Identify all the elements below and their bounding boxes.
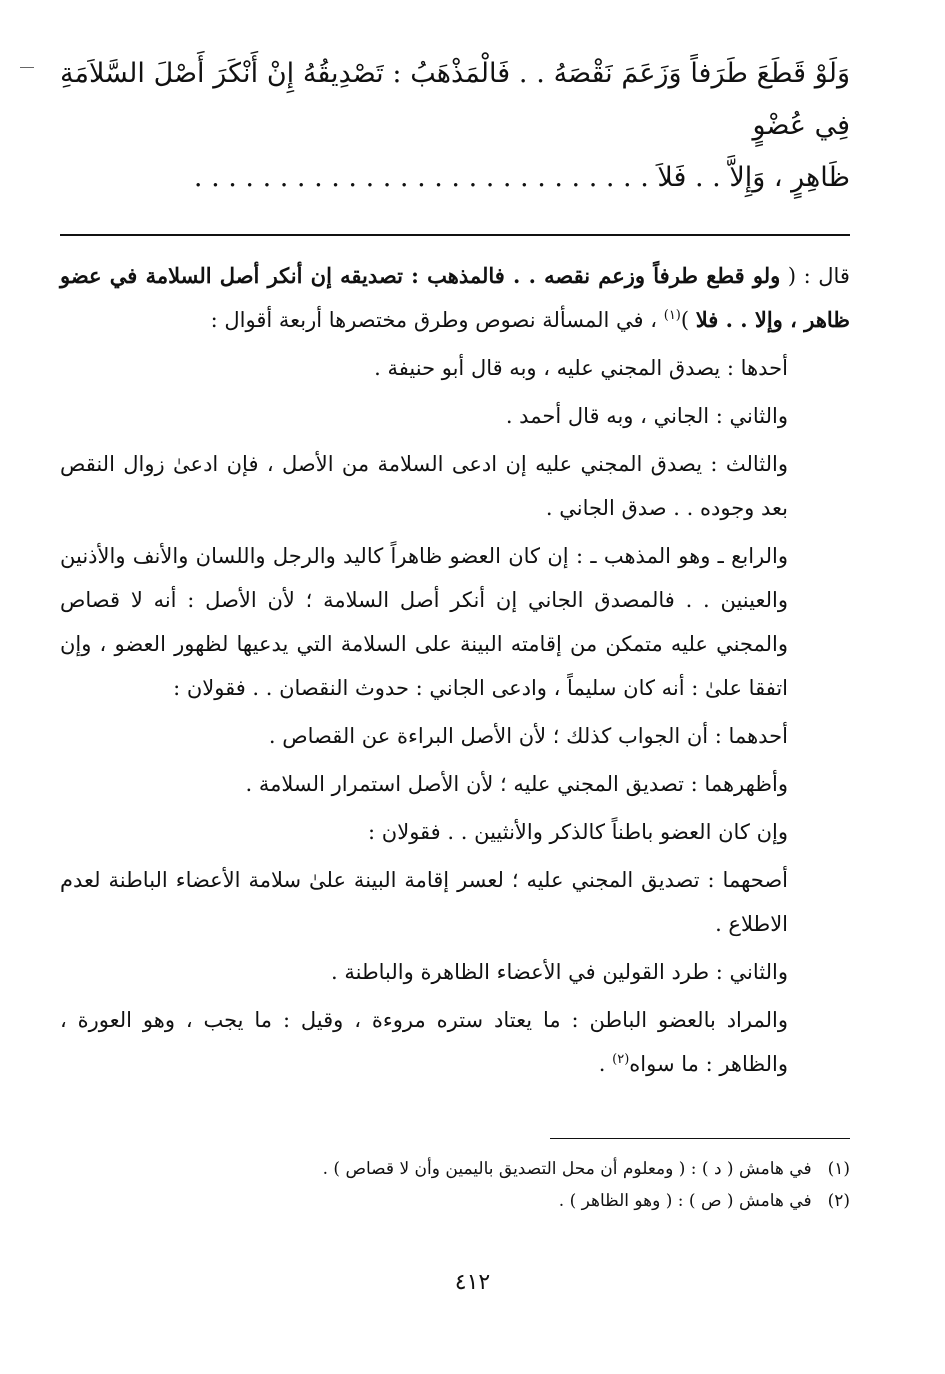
commentary-para-7: وأظهرهما : تصديق المجني عليه ؛ لأن الأصل استمرار السلامة .: [245, 772, 788, 796]
commentary-para-4: والثالث : يصدق المجني عليه إن ادعى السلامة من الأصل ، فإن ادعىٰ زوال النقص بعد وجوده . . صدق الجاني .: [60, 452, 788, 520]
footnote-1-text: في هامش ( د ) : ( ومعلوم أن محل التصديق باليمين وأن لا قصاص ) .: [322, 1159, 812, 1179]
footnote-2-number: (٢): [827, 1191, 850, 1211]
page-number: ٤١٢: [454, 1270, 491, 1295]
footnote-separator: [550, 1138, 850, 1139]
commentary-block: [60, 254, 850, 1086]
footnote-ref-1[interactable]: (١): [663, 308, 681, 323]
footnote-2: [60, 1185, 850, 1217]
commentary-para-3: والثاني : الجاني ، وبه قال أحمد .: [505, 404, 788, 428]
footnotes-block: [60, 1153, 850, 1217]
para-11-end: .: [598, 1052, 613, 1076]
commentary-para-9: أصحهما : تصديق المجني عليه ؛ لعسر إقامة البينة علىٰ سلامة الأعضاء الباطنة لعدم الاطلاع .: [60, 868, 788, 936]
para-1-close: ): [680, 308, 696, 332]
commentary-para-1: [60, 254, 850, 342]
margin-mark: [20, 67, 34, 68]
commentary-para-5: والرابع ـ وهو المذهب ـ : إن كان العضو ظاهراً كاليد والرجل واللسان والأنف والأذنين والعينين . . فالمصدق الجاني إن أنكر أصل السلامة ؛ لأن الأصل : أنه لا قصاص والمجني عليه متمكن من إقامته البينة على السلامة التي يدعيها لظهور العضو ، وإن اتفقا علىٰ : أنه كان سليماً ، وادعى الجاني : حدوث النقصان . . فقولان :: [60, 544, 788, 700]
footnote-ref-2[interactable]: (٢): [612, 1052, 630, 1067]
commentary-para-11: [60, 998, 850, 1086]
matn-line-2: [60, 152, 850, 204]
matn-line-1: وَلَوْ قَطَعَ طَرَفاً وَزَعَمَ نَقْصَهُ . . فَالْمَذْهَبُ : تَصْدِيقُهُ إِنْ أَنْكَرَ أَصْلَ السَّلاَمَةِ فِي عُضْوٍ: [60, 58, 850, 141]
page-content: [60, 48, 850, 1217]
commentary-para-6: أحدهما : أن الجواب كذلك ؛ لأن الأصل البراءة عن القصاص .: [268, 724, 788, 748]
matn-line-2-text: ظَاهِرٍ ، وَإِلاَّ . . فَلاَ .: [640, 162, 850, 193]
matn-separator: [60, 234, 850, 236]
footnote-2-text: في هامش ( ص ) : ( وهو الظاهر ) .: [558, 1191, 812, 1211]
para-11-main: والمراد بالعضو الباطن : ما يعتاد ستره مروءة ، وقيل : ما يجب ، وهو العورة ، والظاهر : ما سواه: [60, 1008, 788, 1076]
para-1-lead: قال : (: [780, 264, 850, 288]
footnote-1-number: (١): [827, 1159, 850, 1179]
para-1-tail: ، في المسألة نصوص وطرق مختصرها أربعة أقوال :: [210, 308, 664, 332]
matn-dots: . . . . . . . . . . . . . . . . . . . . . . . . . .: [193, 162, 632, 193]
footnote-1: [60, 1153, 850, 1185]
matn-block: [60, 48, 850, 204]
commentary-para-10: والثاني : طرد القولين في الأعضاء الظاهرة والباطنة .: [331, 960, 788, 984]
para-1-quote: ولو قطع طرفاً وزعم نقصه . . فالمذهب : تصديقه إن أنكر أصل السلامة في عضو ظاهر ، وإلا . . فلا: [60, 263, 850, 332]
commentary-para-8: وإن كان العضو باطناً كالذكر والأنثيين . . فقولان :: [368, 820, 788, 844]
commentary-para-2: أحدها : يصدق المجني عليه ، وبه قال أبو حنيفة .: [374, 356, 788, 380]
